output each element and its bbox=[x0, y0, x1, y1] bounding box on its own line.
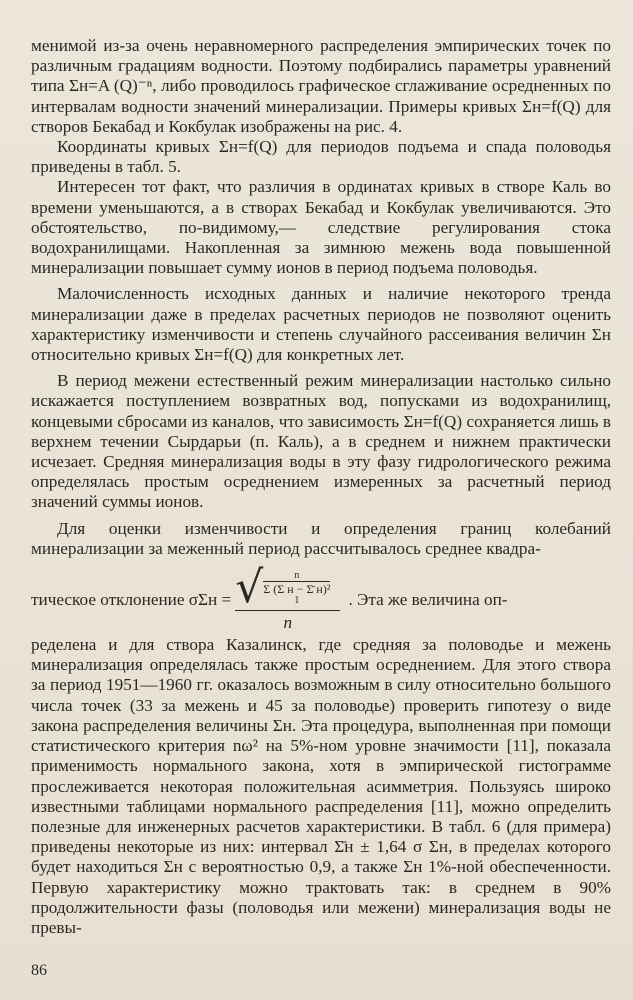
formula-numerator bbox=[235, 561, 340, 613]
page-number: 86 bbox=[31, 962, 47, 979]
formula-denominator: n bbox=[283, 612, 293, 632]
formula-prefix-text: тическое отклонение σΣн = bbox=[31, 590, 232, 610]
sum-expression: Σ (Σ н − Σ̄ н)² bbox=[263, 581, 331, 596]
paragraph-7: ределена и для створа Казалинск, где средняя за половодье и межень минерализация определялась также простым осреднением. Для этого створа за период 1951—1960 гг. оказалось возможным в силу относительно большого числа точек (33 за межень и 45 за половодье) проверить гипотезу о виде закона распределения величины Σн. Эта процедура, выполненная при помощи статистического критерия nω² на 5%-ном уровне значимости [11], показала применимость нормального закона, хотя в эмпирической гистограмме прослеживается некоторая положительная асимметрия. Пользуясь широко известными таблицами нормального распределения [11], можно определить полезные для инженерных расчетов характеристики. В табл. 6 (для примера) приведены некоторые из них: интервал Σ̄н ± 1,64 σ Σн, в пределах которого будет находиться Σн с вероятностью 0,9, а также Σн 1%-ной обеспеченности. Первую характеристику можно трактовать так: в среднем в 90% продолжительности фазы (половодья или межени) минерализация воды не превы- bbox=[31, 635, 611, 937]
paragraph-6: Для оценки изменчивости и определения границ колебаний минерализации за меженный период рассчитывалось среднее квадра- bbox=[31, 518, 611, 558]
paragraph-1: менимой из-за очень неравномерного распределения эмпирических точек по различным градациям водности. Поэтому подбирались параметры уравнений типа Σн=A (Q)⁻ⁿ, либо проводилось графическое сглаживание осредненных по интервалам водности значений минерализации. Примеры кривых Σн=f(Q) для створов Бекабад и Кокбулак изображены на рис. 4. bbox=[31, 36, 611, 136]
std-deviation-formula bbox=[235, 561, 340, 633]
paragraph-5: В период межени естественный режим минерализации настолько сильно искажается поступлением возвратных вод, попусками из водохранилищ, концевыми сбросами из каналов, что зависимость Σн=f(Q) сохраняется лишь в верхнем течении Сырдарьи (п. Каль), а в среднем и нижнем практически исчезает. Средняя минерализация воды в эту фазу гидрологического режима определялась простым осреднением измеренных за расчетный период значений суммы ионов. bbox=[31, 371, 611, 512]
sum-lower-limit: 1 bbox=[294, 594, 300, 606]
paragraph-4: Малочисленность исходных данных и наличие некоторого тренда минерализации даже в пределах расчетных периодов не позволяют оценить характеристику изменчивости и степень случайного рассеивания величин Σн относительно кривых Σн=f(Q) для конкретных лет. bbox=[31, 284, 611, 365]
sum-block bbox=[263, 570, 330, 606]
square-root-sign: √ bbox=[235, 561, 264, 613]
paragraph-3: Интересен тот факт, что различия в ординатах кривых в створе Каль во времени уменьшаются, а в створах Бекабад и Кокбулак увеличиваются. Это обстоятельство, по-видимому,— следствие регулирования стока водохранилищами. Накопленная за зимнюю межень вода повышенной минерализации повышает сумму ионов в период подъема половодья. bbox=[31, 177, 611, 278]
formula-line bbox=[31, 561, 611, 635]
sum-upper-limit: n bbox=[294, 569, 300, 581]
formula-fraction bbox=[235, 561, 340, 633]
paragraph-2: Координаты кривых Σн=f(Q) для периодов подъема и спада половодья приведены в табл. 5. bbox=[31, 137, 611, 177]
formula-suffix-text: . Эта же величина оп- bbox=[348, 590, 508, 610]
